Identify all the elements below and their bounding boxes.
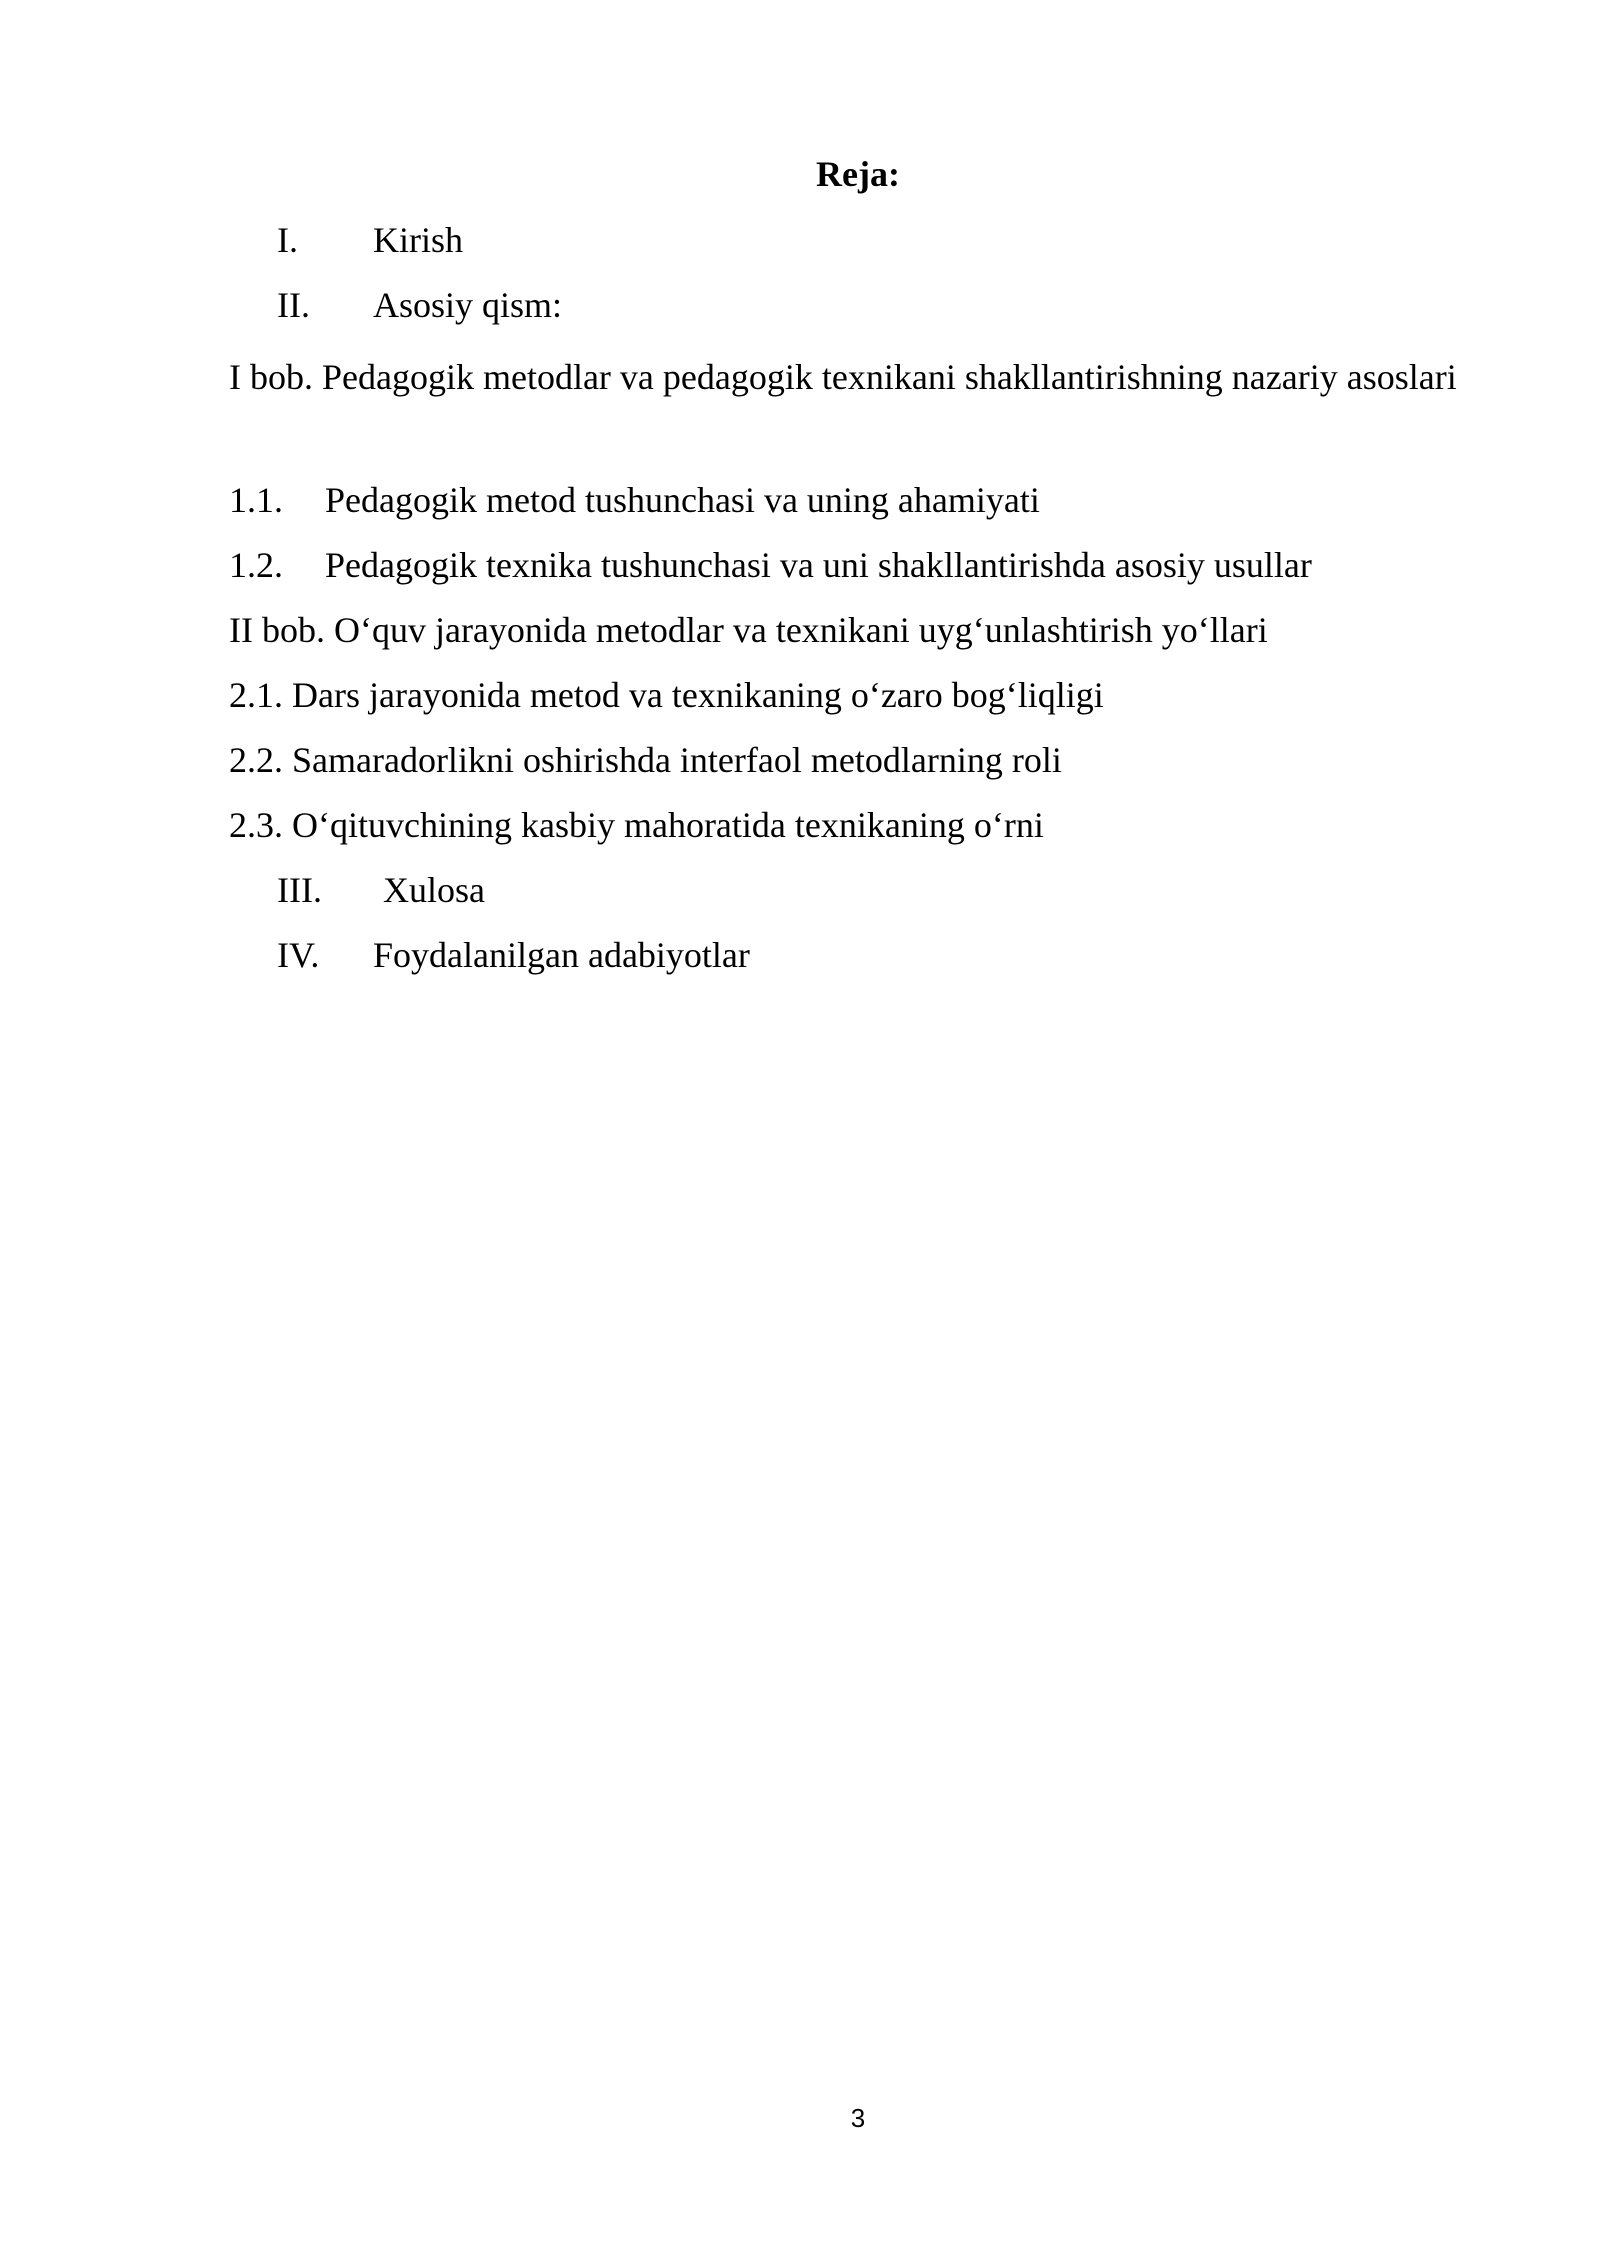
chapter-2-heading: II bob. O‘quv jarayonida metodlar va texnikani uyg‘unlashtirish yo‘llari xyxy=(229,610,1268,650)
section-2-1: 2.1. Dars jarayonida metod va texnikaning o‘zaro bog‘liqligi xyxy=(229,675,1104,715)
section-number: 1.2. xyxy=(229,545,283,585)
outline-number: I. xyxy=(277,220,298,260)
outline-label: Kirish xyxy=(373,220,463,260)
page-number: 3 xyxy=(850,2103,866,2133)
outline-label: Foydalanilgan adabiyotlar xyxy=(373,935,750,975)
chapter-1-heading: I bob. Pedagogik metodlar va pedagogik texnikani shakllantirishning nazariy asoslari xyxy=(229,357,1457,397)
outline-label: Xulosa xyxy=(383,870,485,910)
outline-label: Asosiy qism: xyxy=(373,285,563,325)
section-2-3: 2.3. O‘qituvchining kasbiy mahoratida texnikaning o‘rni xyxy=(229,805,1044,845)
page-title: Reja: xyxy=(816,154,900,194)
outline-number: III. xyxy=(277,870,322,910)
outline-number: IV. xyxy=(277,935,320,975)
section-2-2: 2.2. Samaradorlikni oshirishda interfaol metodlarning roli xyxy=(229,740,1062,780)
section-label: Pedagogik texnika tushunchasi va uni shakllantirishda asosiy usullar xyxy=(325,545,1312,585)
section-number: 1.1. xyxy=(229,480,283,520)
section-label: Pedagogik metod tushunchasi va uning ahamiyati xyxy=(325,480,1040,520)
outline-number: II. xyxy=(277,285,310,325)
